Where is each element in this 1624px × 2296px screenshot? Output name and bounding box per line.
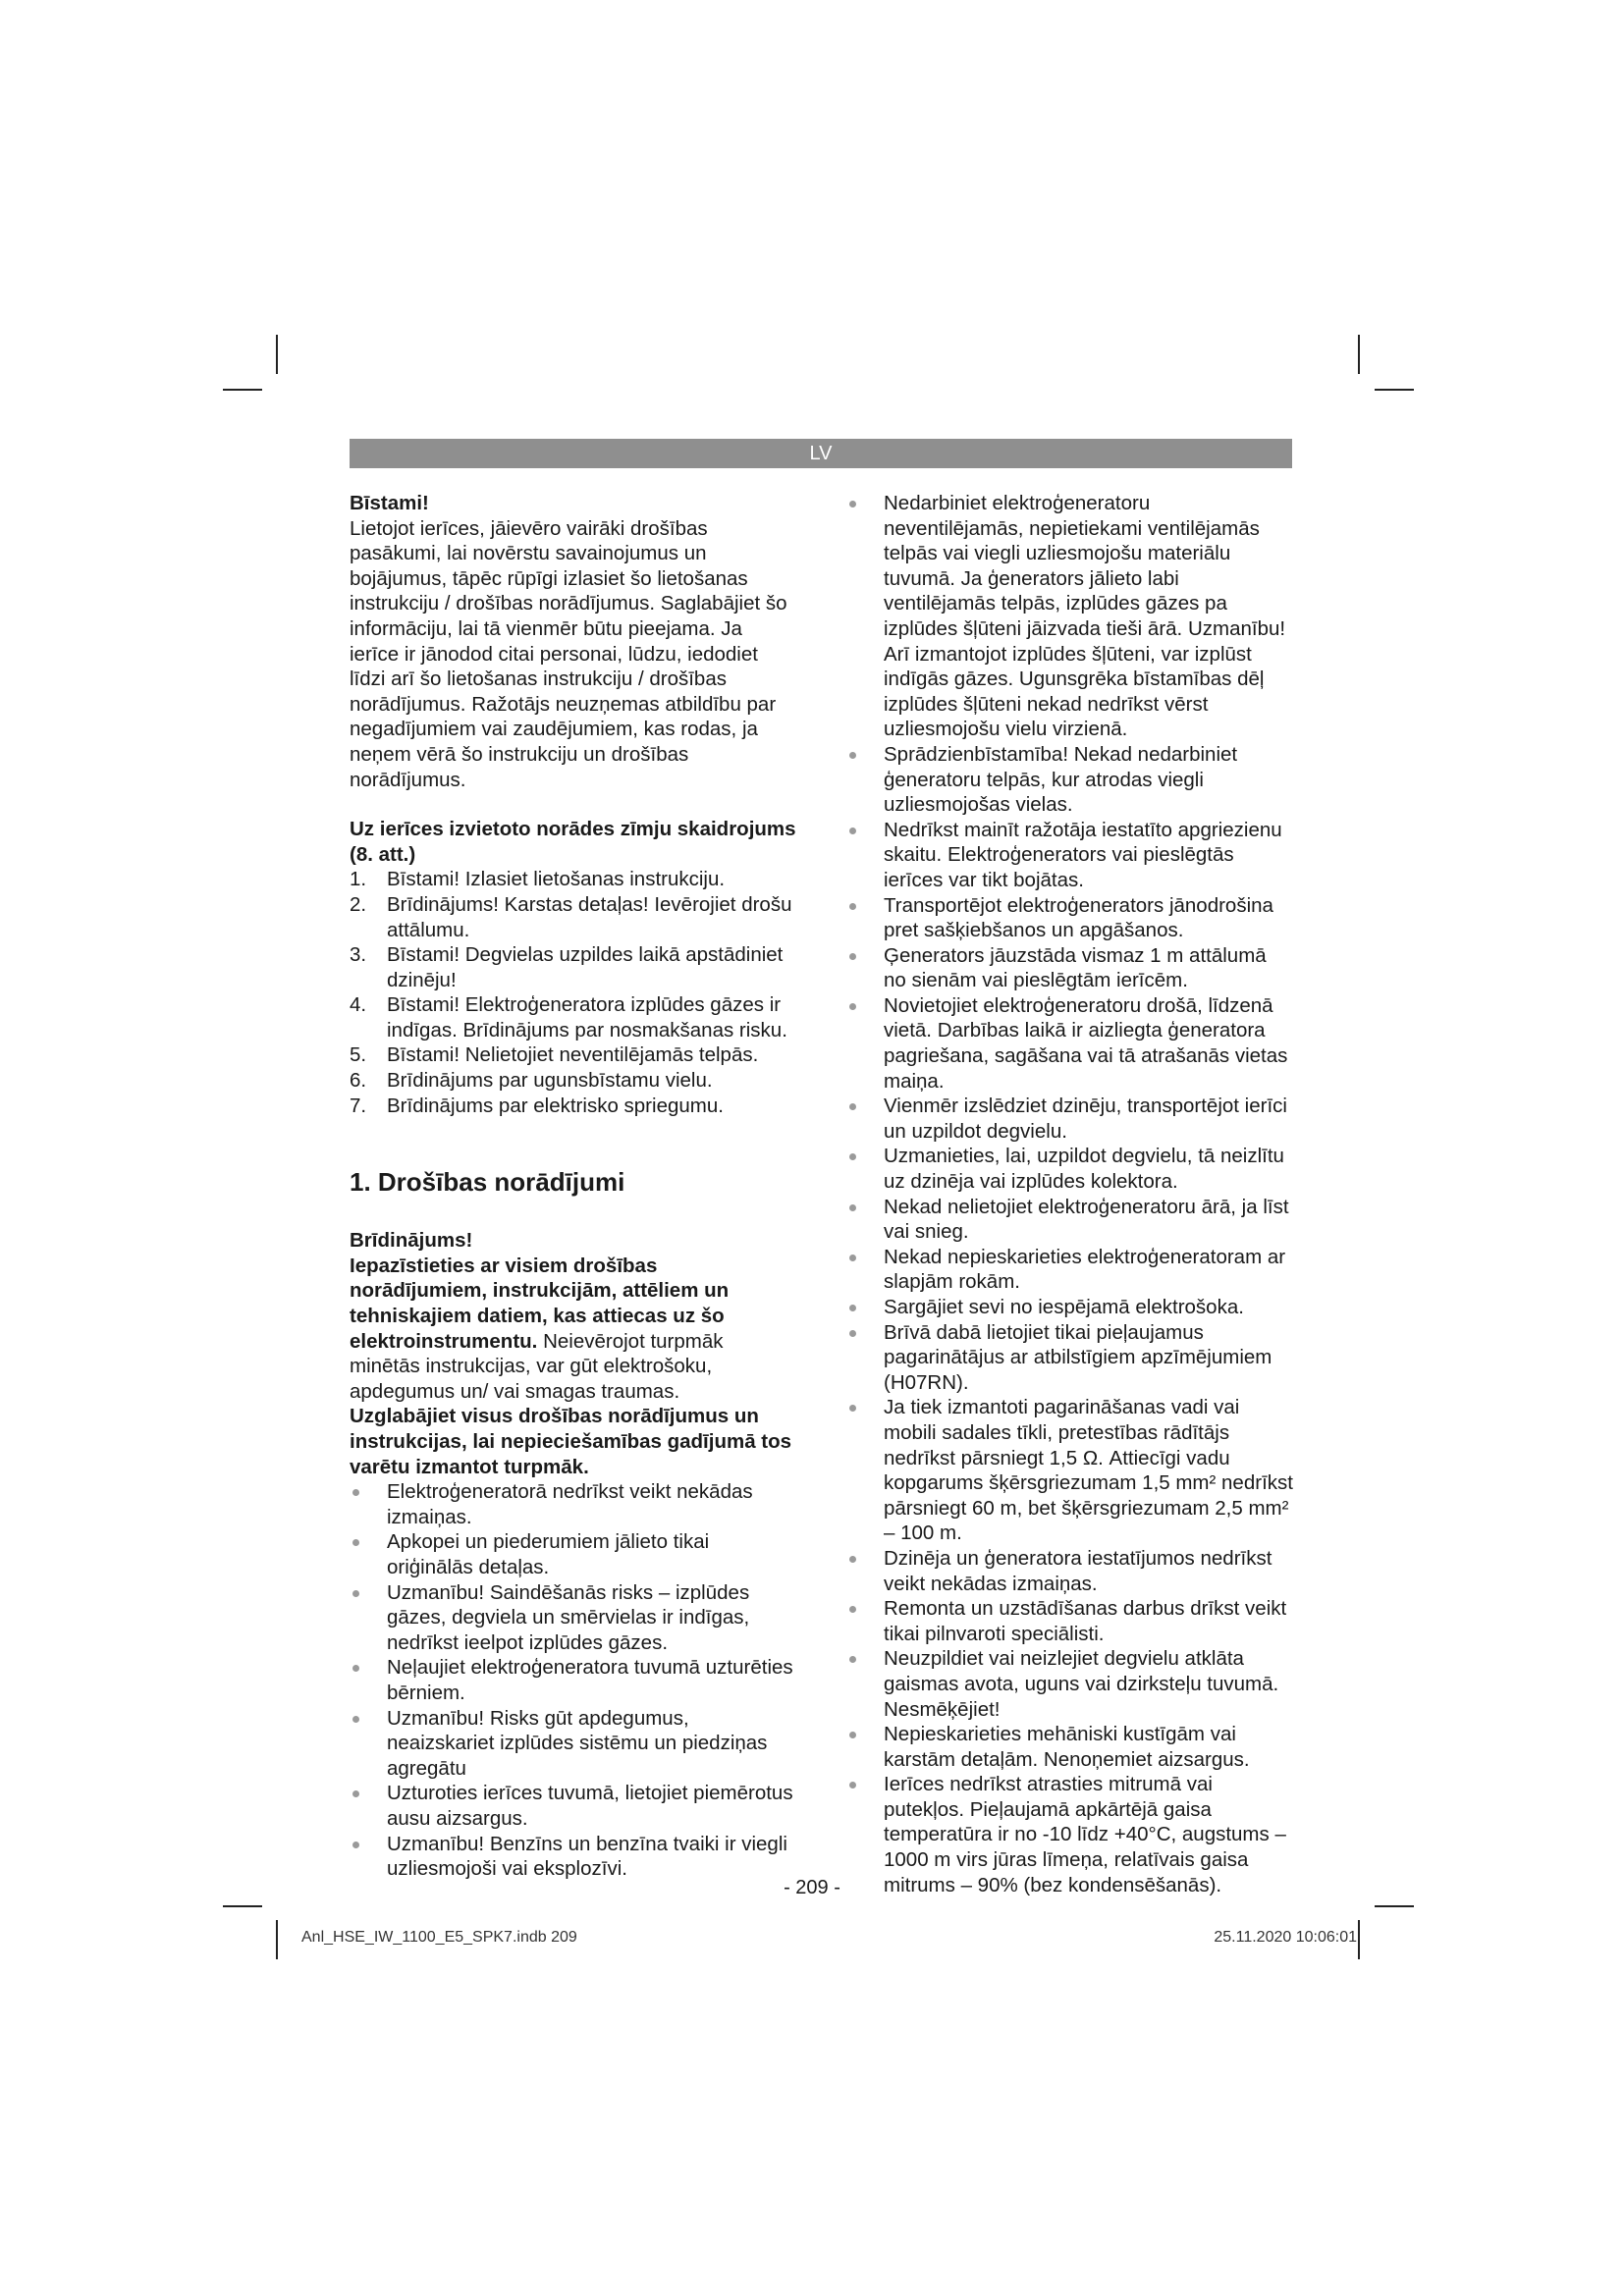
list-item: Uzmanieties, lai, uzpildot degvielu, tā neizlītu uz dzinēja vai izplūdes kolektora. [846,1144,1294,1194]
list-item: Brīvā dabā lietojiet tikai pieļaujamus pagarinātājus ar atbilstīgiem apzīmējumiem (H07RN). [846,1320,1294,1396]
list-text: Bīstami! Elektroģeneratora izplūdes gāzes ir indīgas. Brīdinājums par nosmakšanas risku. [387,993,787,1041]
list-item [350,942,796,992]
list-text: Brīdinājums! Karstas detaļas! Ievērojiet drošu attālumu. [387,892,792,941]
list-item: Elektroģeneratorā nedrīkst veikt nekādas izmaiņas. [350,1479,796,1529]
crop-mark [1375,1905,1414,1907]
caution-title: Brīdinājums! [350,1229,473,1253]
language-header-bar: LV [350,439,1292,468]
list-item [350,1068,796,1094]
list-item: Uzmanību! Saindēšanās risks – izplūdes gāzes, degviela un smērvielas ir indīgas, nedrīkst ieelpot izplūdes gāzes. [350,1580,796,1656]
footer-file-info: Anl_HSE_IW_1100_E5_SPK7.indb 209 [301,1929,577,1946]
page-number: - 209 - [784,1877,840,1898]
list-item: Ierīces nedrīkst atrasties mitrumā vai putekļos. Pieļaujamā apkārtējā gaisa temperatūra ir no -10 līdz +40°C, augstums – 1000 m virs jūras līmeņa, relatīvais gaisa mitrums – 90% (bez kondensēšanās). [846,1772,1294,1897]
list-item: Transportējot elektroģenerators jānodrošina pret sašķiebšanos un apgāšanos. [846,893,1294,943]
list-item: Nekad nelietojiet elektroģeneratoru ārā, ja līst vai snieg. [846,1195,1294,1245]
list-item: Uzturoties ierīces tuvumā, lietojiet piemērotus ausu aizsargus. [350,1781,796,1831]
crop-mark [223,1905,262,1907]
list-item: Uzmanību! Risks gūt apdegumus, neaizskariet izplūdes sistēmu un piedziņas agregātu [350,1706,796,1782]
crop-mark [223,389,262,391]
section-title: 1. Drošības norādījumi [350,1167,625,1198]
keep-instructions: Uzglabājiet visus drošības norādījumus un instrukcijas, lai nepieciešamības gadījumā tos varētu izmantot turpmāk. [350,1405,792,1478]
list-item: Sprādzienbīstamība! Nekad nedarbiniet ģeneratoru telpās, kur atrodas viegli uzliesmojošas vielas. [846,742,1294,818]
crop-mark [1358,335,1360,374]
list-text: Brīdinājums par elektrisko spriegumu. [387,1094,724,1117]
right-column [846,491,1294,1897]
crop-mark [276,1920,278,1959]
list-item: Nepieskarieties mehāniski kustīgām vai karstām detaļām. Nenoņemiet aizsargus. [846,1722,1294,1772]
list-item [350,892,796,942]
list-text: Bīstami! Izlasiet lietošanas instrukciju. [387,868,726,891]
list-item: Ja tiek izmantoti pagarināšanas vadi vai mobili sadales tīkli, pretestības rādītājs nedrīkst pārsniegt 1,5 Ω. Attiecīgi vadu kopgarums šķērsgriezumam 1,5 mm² nedrīkst pārsniegt 60 m, bet šķērsgriezumam 2,5 mm² – 100 m. [846,1395,1294,1546]
safety-bullets-left [350,1479,796,1882]
footer-datetime: 25.11.2020 10:06:01 [1214,1929,1357,1946]
list-number: 3. [350,943,367,967]
list-item: Apkopei un piederumiem jālieto tikai oriģinālās detaļas. [350,1529,796,1579]
list-item: Novietojiet elektroģeneratoru drošā, līdzenā vietā. Darbības laikā ir aizliegta ģeneratora pagriešana, sagāšana vai tā atrašanās vietas maiņa. [846,993,1294,1094]
crop-mark [276,335,278,374]
list-number: 2. [350,892,367,916]
list-item [350,1094,796,1119]
list-item: Ģenerators jāuzstāda vismaz 1 m attālumā no sienām vai pieslēgtām ierīcēm. [846,943,1294,993]
list-item: Uzmanību! Benzīns un benzīna tvaiki ir viegli uzliesmojoši vai eksplozīvi. [350,1832,796,1882]
list-item: Sargājiet sevi no iespējamā elektrošoka. [846,1295,1294,1320]
crop-mark [1358,1920,1360,1959]
list-number: 6. [350,1069,367,1093]
symbols-heading: Uz ierīces izvietoto norādes zīmju skaidrojums (8. att.) [350,818,796,866]
list-item: Vienmēr izslēdziet dzinēju, transportējot ierīci un uzpildot degvielu. [846,1094,1294,1144]
list-item [350,1042,796,1068]
list-item: Remonta un uzstādīšanas darbus drīkst veikt tikai pilnvaroti speciālisti. [846,1596,1294,1646]
caution-paragraph [350,1254,796,1405]
list-item [350,867,796,892]
caution-text: Neievērojot turpmāk minētās instrukcijas, var gūt elektrošoku, apdegumus un/ vai smagas traumas. [350,1329,724,1403]
list-item: Neļaujiet elektroģeneratora tuvumā uzturēties bērniem. [350,1655,796,1705]
warning-title: Bīstami! [350,492,429,514]
list-item: Dzinēja un ģeneratora iestatījumos nedrīkst veikt nekādas izmaiņas. [846,1546,1294,1596]
list-item: Neuzpildiet vai neizlejiet degvielu atklāta gaismas avota, uguns vai dzirksteļu tuvumā. Nesmēķējiet! [846,1646,1294,1722]
caution-bold: Iepazīstieties ar visiem drošības norādījumiem, instrukcijām, attēliem un tehniskajiem datiem, kas attiecas uz šo elektroinstrumentu. [350,1254,730,1353]
safety-bullets-right [846,491,1294,1897]
list-item [350,992,796,1042]
symbols-list [350,867,796,1118]
list-text: Bīstami! Nelietojiet neventilējamās telpās. [387,1043,759,1067]
list-number: 7. [350,1094,367,1117]
list-item: Nedrīkst mainīt ražotāja iestatīto apgriezienu skaitu. Elektroģenerators vai pieslēgtās ierīces var tikt bojātas. [846,818,1294,893]
crop-mark [1375,389,1414,391]
list-text: Brīdinājums par ugunsbīstamu vielu. [387,1069,713,1093]
list-item: Nedarbiniet elektroģeneratoru neventilējamās, nepietiekami ventilējamās telpās vai viegli uzliesmojošu materiālu tuvumā. Ja ģenerators jālieto labi ventilējamās telpās, izplūdes gāzes pa izplūdes šļūteni jāizvada tieši ārā. Uzmanību! Arī izmantojot izplūdes šļūteni, var izplūst indīgās gāzes. Ugunsgrēka bīstamības dēļ izplūdes šļūteni nekad nedrīkst vērst uzliesmojošu vielu virzienā. [846,491,1294,742]
left-column [350,491,796,1882]
list-number: 5. [350,1043,367,1067]
list-number: 1. [350,868,367,891]
list-item: Nekad nepieskarieties elektroģeneratoram ar slapjām rokām. [846,1245,1294,1295]
list-number: 4. [350,993,367,1017]
list-text: Bīstami! Degvielas uzpildes laikā apstādiniet dzinēju! [387,943,784,991]
warning-text: Lietojot ierīces, jāievēro vairāki drošības pasākumi, lai novērstu savainojumus un bojājumus, tāpēc rūpīgi izlasiet šo lietošanas instrukciju / drošības norādījumus. Saglabājiet šo informāciju, lai tā vienmēr būtu pieejama. Ja ierīce ir jānodod citai personai, lūdzu, iedodiet līdzi arī šo lietošanas instrukciju / drošības norādījumus. Ražotājs neuzņemas atbildību par negadījumiem vai zaudējumiem, kas rodas, ja neņem vērā šo instrukciju un drošības norādījumus. [350,516,787,791]
